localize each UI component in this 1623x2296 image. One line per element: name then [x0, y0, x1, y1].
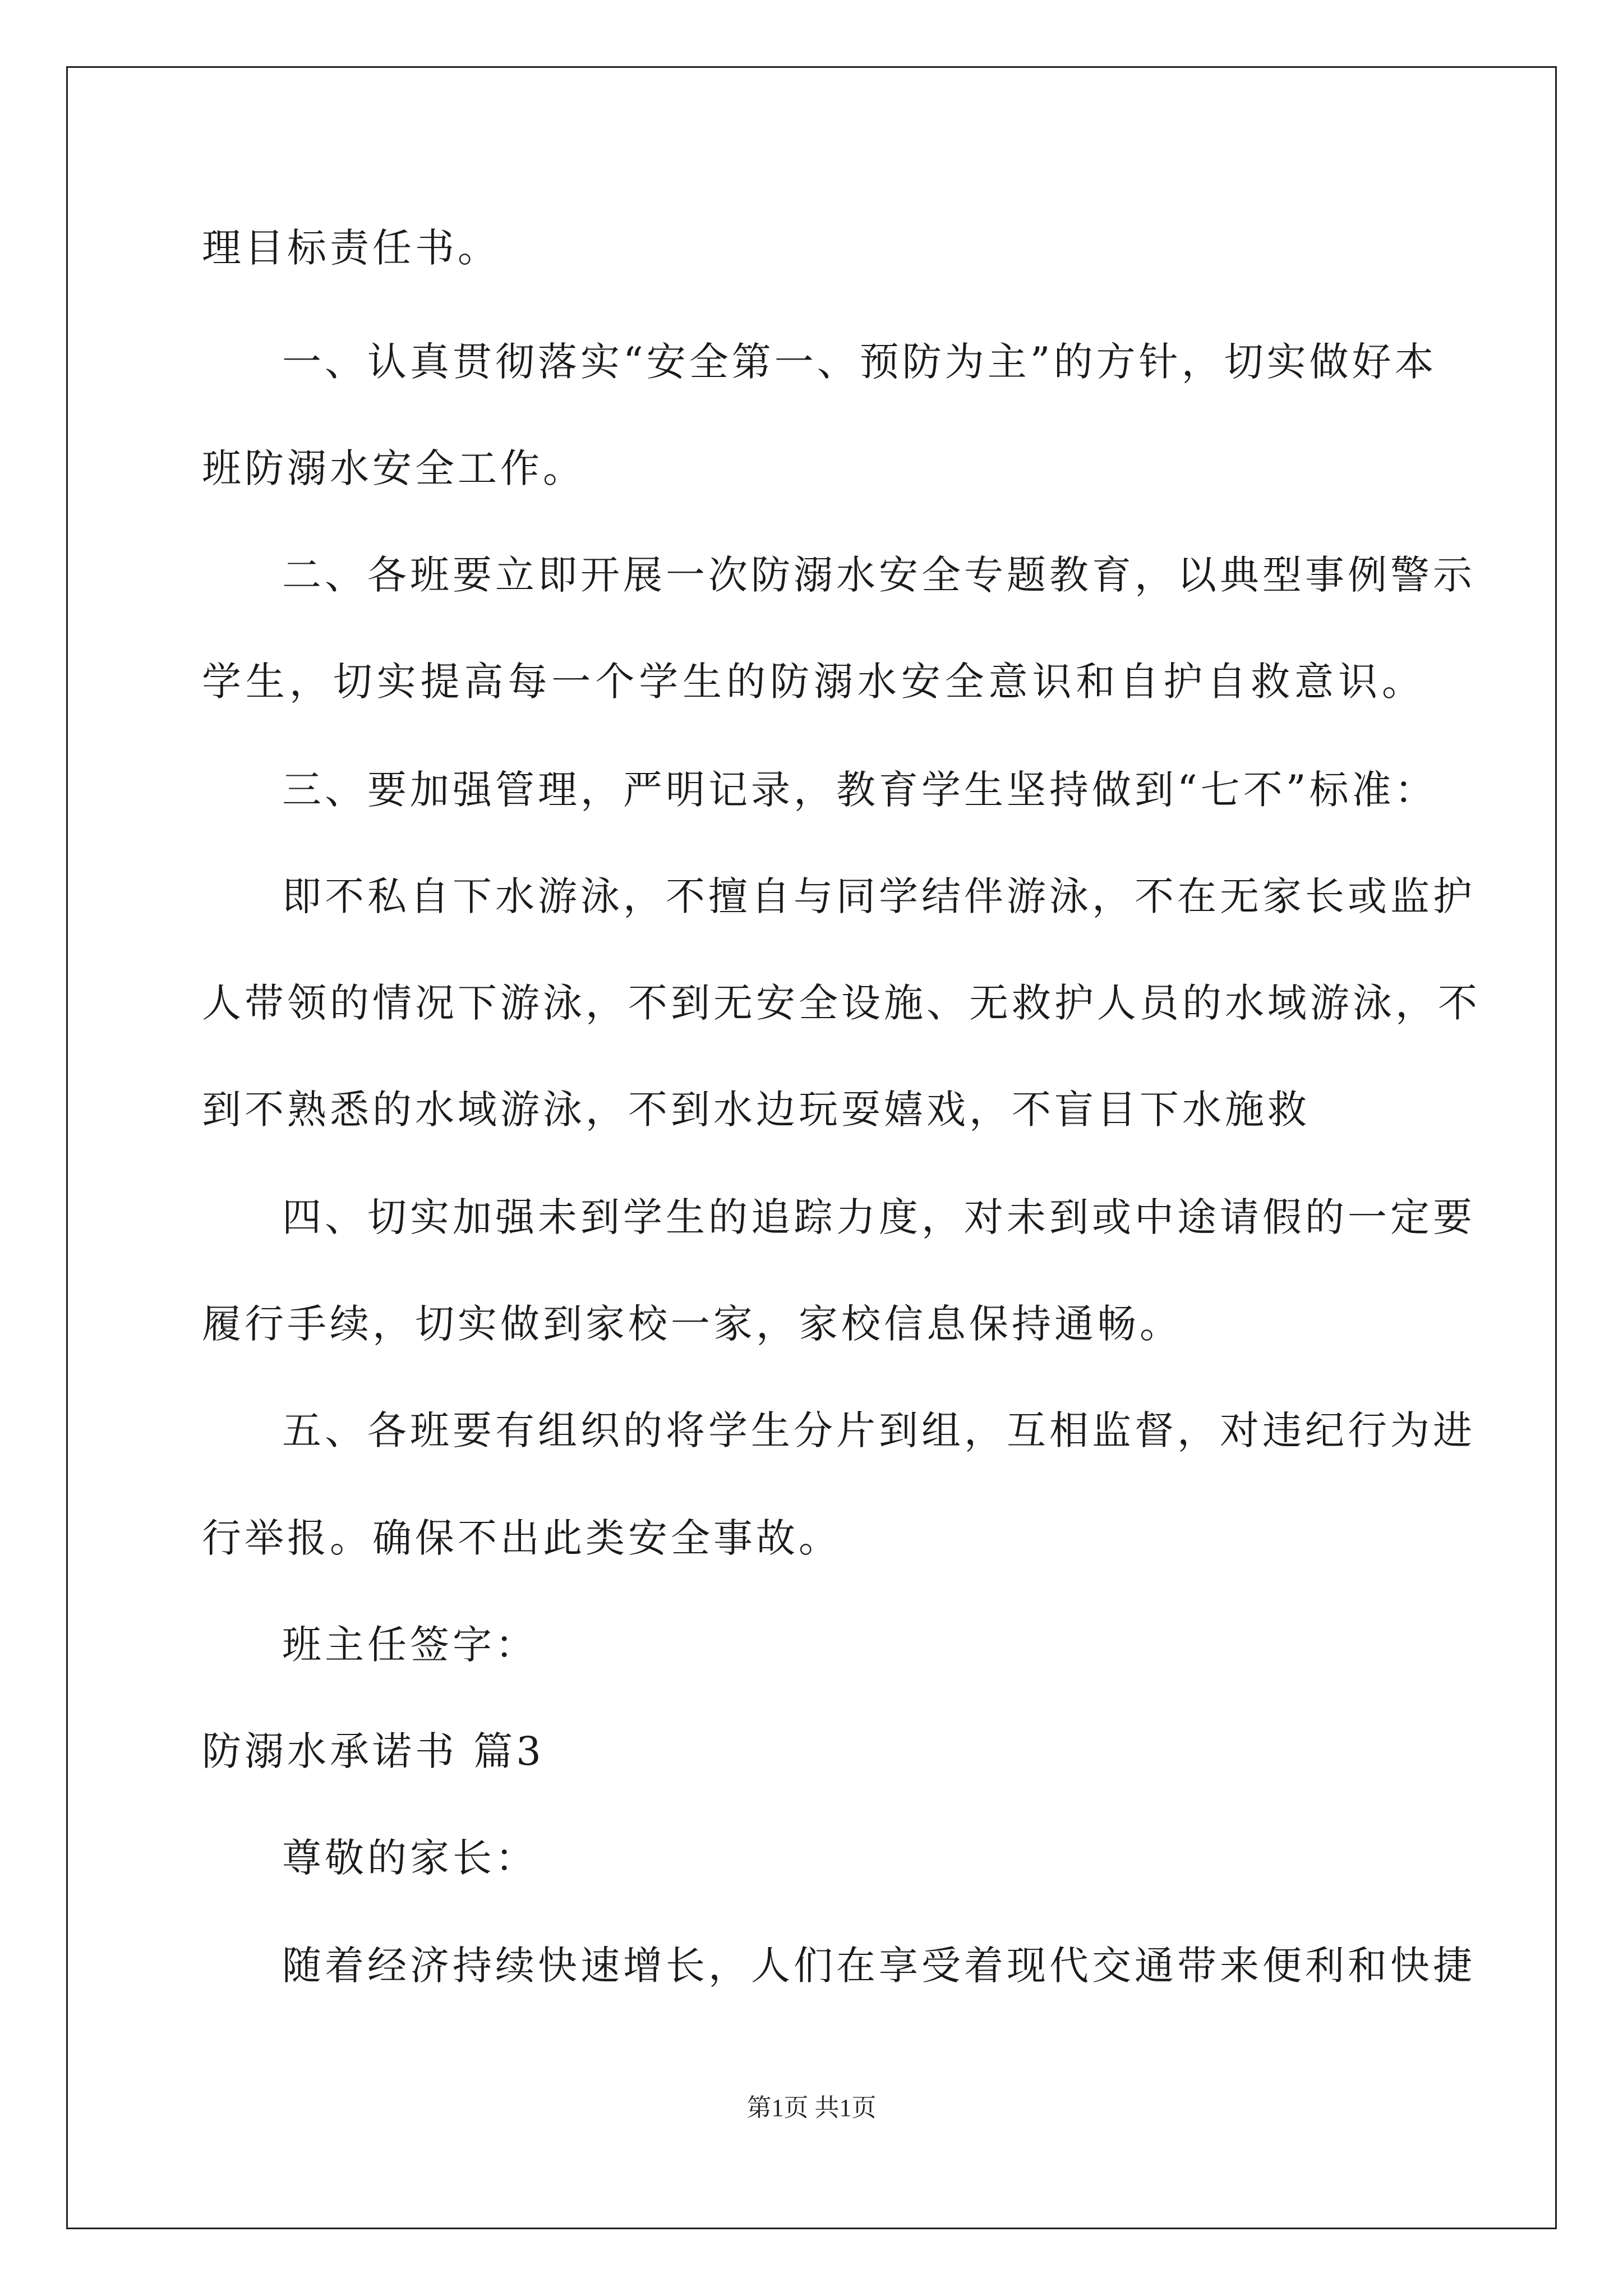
page-border: [66, 66, 1557, 2229]
salutation: 尊敬的家长：: [282, 1835, 538, 1881]
paragraph-line: 二、各班要立即开展一次防溺水安全专题教育，以典型事例警示: [282, 552, 1476, 598]
text-line: 学生，切实提高每一个学生的防溺水安全意识和自护自救意识。: [202, 659, 1424, 705]
text-line: 人带领的情况下游泳，不到无安全设施、无救护人员的水域游泳，不: [202, 980, 1481, 1026]
signature-label: 班主任签字：: [282, 1622, 538, 1668]
paragraph-line: 即不私自下水游泳，不擅自与同学结伴游泳，不在无家长或监护: [282, 873, 1476, 919]
paragraph-line: 四、切实加强未到学生的追踪力度，对未到或中途请假的一定要: [282, 1194, 1476, 1240]
paragraph-line: 三、要加强管理，严明记录，教育学生坚持做到“七不”标准：: [282, 767, 1437, 813]
paragraph-line: 五、各班要有组织的将学生分片到组，互相监督，对违纪行为进: [282, 1407, 1476, 1453]
section-heading: 防溺水承诺书 篇3: [202, 1728, 545, 1774]
text-line: 履行手续，切实做到家校一家，家校信息保持通畅。: [202, 1301, 1182, 1347]
paragraph-line: 随着经济持续快速增长，人们在享受着现代交通带来便利和快捷: [282, 1943, 1476, 1989]
text-line: 行举报。确保不出此类安全事故。: [202, 1515, 841, 1561]
text-line: 班防溺水安全工作。: [202, 445, 585, 491]
text-line: 到不熟悉的水域游泳，不到水边玩耍嬉戏，不盲目下水施救: [202, 1087, 1310, 1133]
text-line: 理目标责任书。: [202, 225, 500, 271]
paragraph-line: 一、认真贯彻落实“安全第一、预防为主”的方针，切实做好本: [282, 339, 1437, 385]
page-footer: 第1页 共1页: [746, 2094, 877, 2122]
